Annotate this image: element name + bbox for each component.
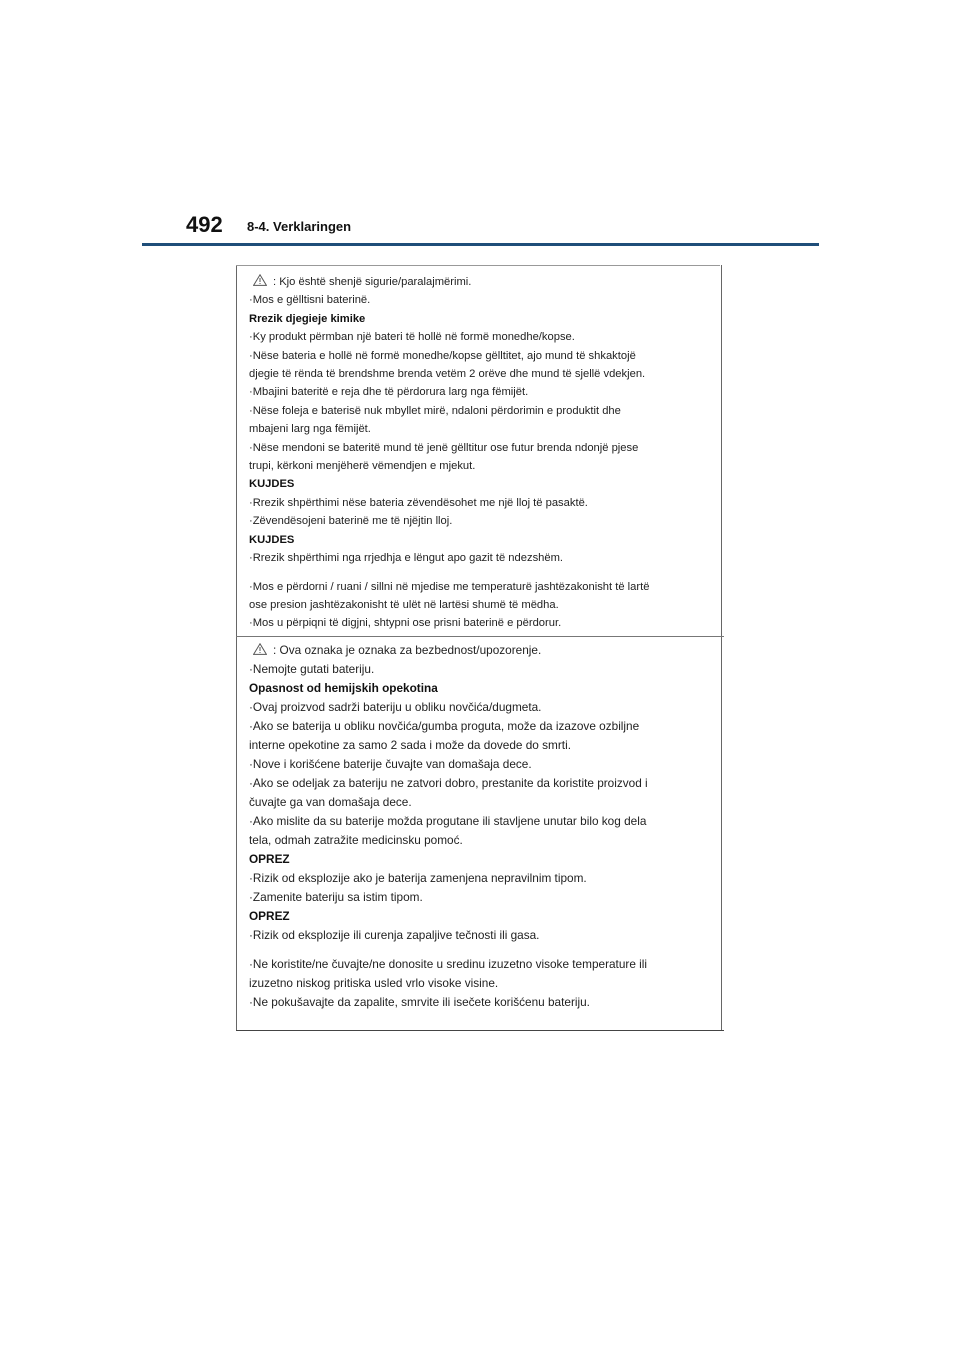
frame-bottom-edge bbox=[236, 1030, 724, 1031]
language-divider bbox=[236, 636, 724, 637]
text-line: izuzetno niskog pritiska usled vrlo visoke visine. bbox=[249, 976, 499, 990]
text-line: ·Nëse bateria e hollë në formë monedhe/kopse gëlltitet, ajo mund të shkaktojë bbox=[249, 349, 636, 362]
text-line: djegie të rënda të brendshme brenda vetëm 2 orëve dhe mund të sjellë vdekjen. bbox=[249, 368, 646, 381]
text-line: trupi, kërkoni menjëherë vëmendjen e mjekut. bbox=[249, 460, 476, 473]
section-title: 8-4. Verklaringen bbox=[247, 219, 352, 234]
text-line: čuvajte ga van domašaja dece. bbox=[249, 795, 412, 809]
text-line: ·Mos e përdorni / ruani / sillni në mjedise me temperaturë jashtëzakonisht të lartë bbox=[249, 580, 650, 593]
text-line: ·Ako se baterija u obliku novčića/gumba proguta, može da izazove ozbiljne bbox=[249, 719, 640, 733]
caution-heading: OPREZ bbox=[249, 852, 290, 866]
text-line: ·Nëse mendoni se bateritë mund të jenë gëlltitur ose futur brenda ndonjë pjese bbox=[249, 441, 639, 454]
albanian-warning-block bbox=[249, 273, 711, 633]
page-number: 492 bbox=[186, 212, 223, 237]
text-line: ·Ako se odeljak za bateriju ne zatvori dobro, prestanite da koristite proizvod i bbox=[249, 776, 648, 790]
frame-top-edge bbox=[236, 265, 720, 266]
warning-triangle-icon bbox=[253, 643, 267, 655]
text-line: ·Ovaj proizvod sadrži bateriju u obliku novčića/dugmeta. bbox=[249, 700, 542, 714]
text-line: ·Nemojte gutati bateriju. bbox=[249, 662, 375, 676]
text-line: ·Zëvendësojeni baterinë me të njëjtin lloj. bbox=[249, 515, 453, 528]
text-line: ·Rizik od eksplozije ako je baterija zamenjena nepravilnim tipom. bbox=[249, 871, 587, 885]
text-line: ·Zamenite bateriju sa istim tipom. bbox=[249, 890, 423, 904]
caution-heading: KUJDES bbox=[249, 478, 295, 491]
text-line: tela, odmah zatražite medicinsku pomoć. bbox=[249, 833, 463, 847]
warning-triangle-icon bbox=[253, 274, 267, 286]
serbian-warning-block bbox=[249, 641, 711, 1012]
text-line: ·Nove i korišćene baterije čuvajte van domašaja dece. bbox=[249, 757, 532, 771]
text-line: ·Ky produkt përmban një bateri të hollë në formë monedhe/kopse. bbox=[249, 331, 575, 344]
text-line: ose presion jashtëzakonisht të ulët në lartësi shumë të mëdha. bbox=[249, 598, 559, 611]
text-line: mbajeni larg nga fëmijët. bbox=[249, 423, 371, 436]
text-line: ·Rizik od eksplozije ili curenja zapaljive tečnosti ili gasa. bbox=[249, 928, 540, 942]
text-line: ·Ne pokušavajte da zapalite, smrvite ili isečete korišćenu bateriju. bbox=[249, 995, 590, 1009]
caution-heading: KUJDES bbox=[249, 533, 295, 546]
text-line: ·Mbajini bateritë e reja dhe të përdorura larg nga fëmijët. bbox=[249, 386, 529, 399]
subheading: Rrezik djegieje kimike bbox=[249, 312, 366, 325]
subheading: Opasnost od hemijskih opekotina bbox=[249, 681, 438, 695]
caution-heading: OPREZ bbox=[249, 909, 290, 923]
text-line: ·Rrezik shpërthimi nëse bateria zëvendësohet me një lloj të pasaktë. bbox=[249, 496, 588, 509]
warning-intro: : Kjo është shenjë sigurie/paralajmërimi. bbox=[249, 273, 711, 291]
header-rule bbox=[142, 243, 819, 246]
text-line: ·Mos u përpiqni të digjni, shtypni ose prisni baterinë e përdorur. bbox=[249, 617, 562, 630]
text-line: ·Ako mislite da su baterije možda progutane ili stavljene unutar bilo kog dela bbox=[249, 814, 647, 828]
text-line: interne opekotine za samo 2 sada i može da dovede do smrti. bbox=[249, 738, 571, 752]
warning-intro: : Ova oznaka je oznaka za bezbednost/upozorenje. bbox=[249, 641, 711, 660]
text-line: ·Ne koristite/ne čuvajte/ne donosite u sredinu izuzetno visoke temperature ili bbox=[249, 957, 648, 971]
text-line: ·Rrezik shpërthimi nga rrjedhja e lëngut apo gazit të ndezshëm. bbox=[249, 552, 564, 565]
text-line: ·Nëse foleja e baterisë nuk mbyllet mirë, ndaloni përdorimin e produktit dhe bbox=[249, 404, 621, 417]
text-line: ·Mos e gëlltisni baterinë. bbox=[249, 294, 371, 307]
